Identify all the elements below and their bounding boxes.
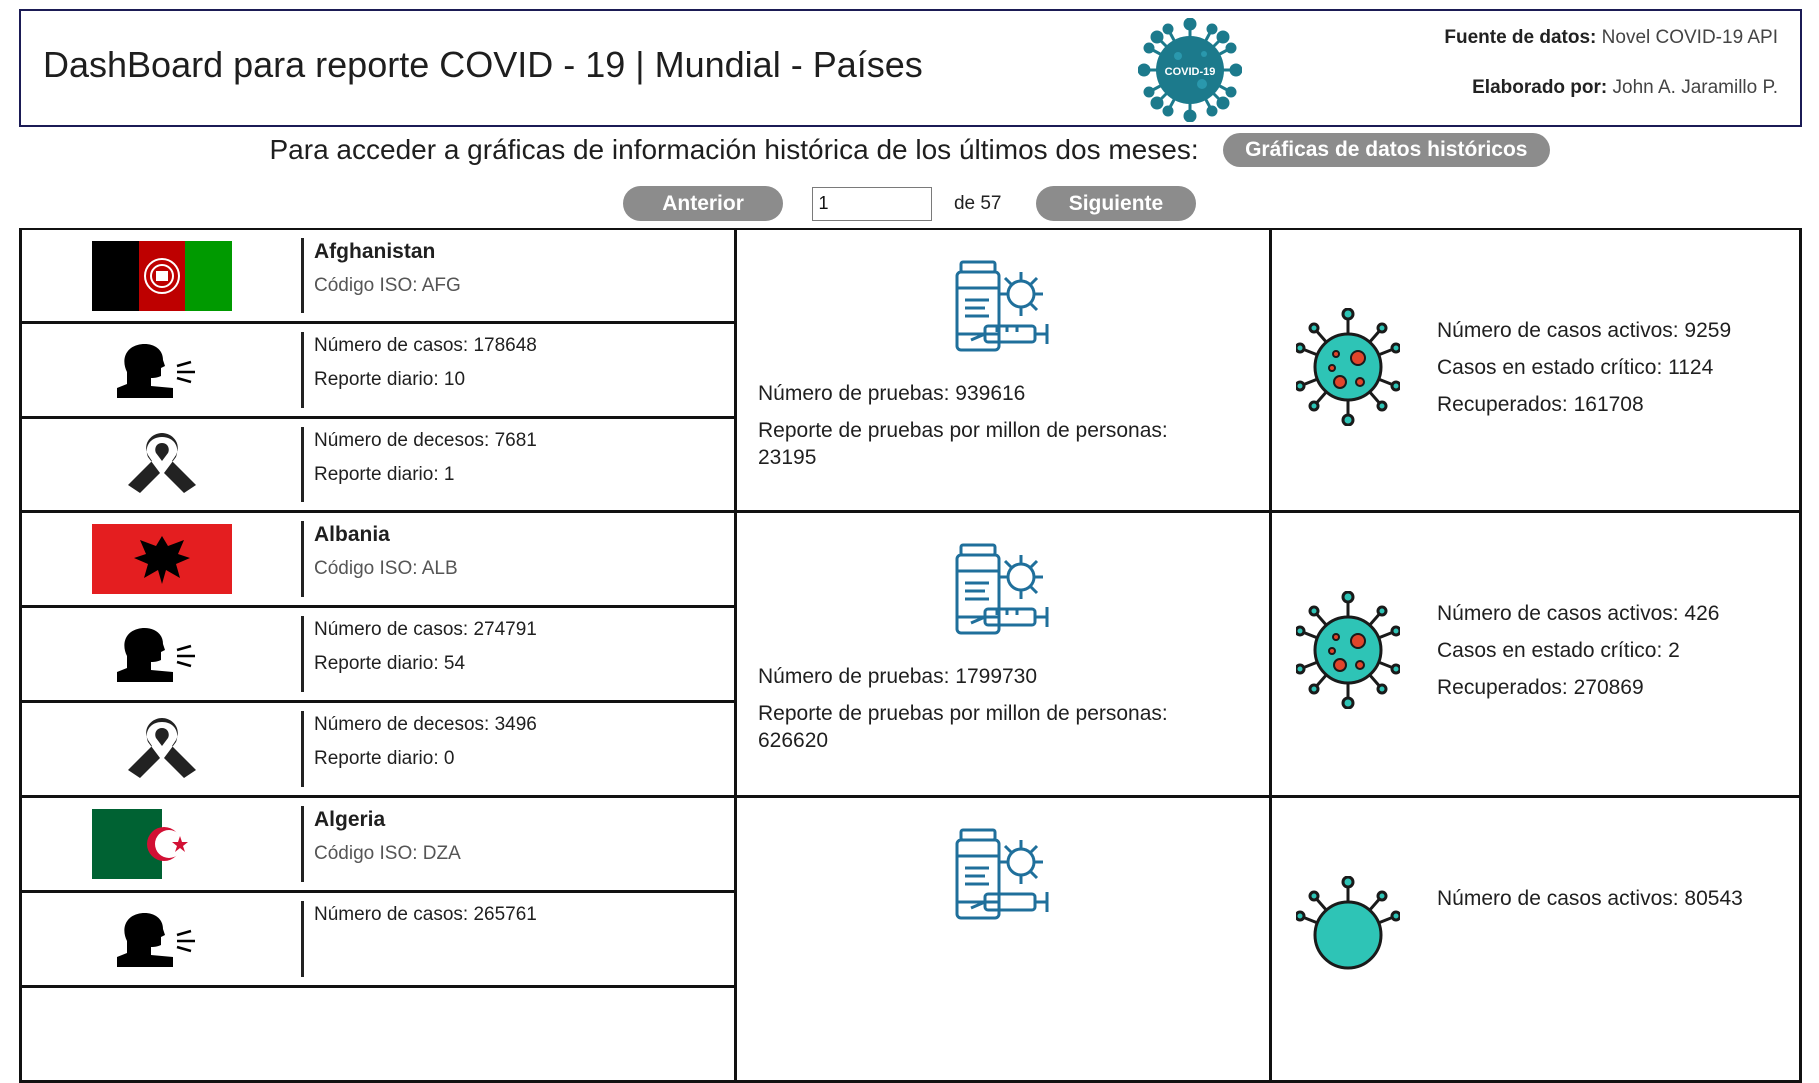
- country-card: [19, 228, 1802, 513]
- vaccine-vial-icon: [955, 541, 1051, 637]
- tests-per-million-value: 626620: [758, 729, 829, 752]
- tests-column: [737, 230, 1272, 510]
- cases-total: Número de casos: 178648: [314, 335, 537, 357]
- cases-total: Número de casos: 265761: [314, 904, 537, 925]
- tests-per-million-label: Reporte de pruebas por millon de personas:: [758, 419, 1168, 442]
- country-info-column: [22, 513, 737, 795]
- deaths-cell: [22, 419, 734, 510]
- page-count: de 57: [953, 192, 1002, 214]
- deaths-cell: [22, 703, 734, 795]
- country-info-column: [22, 798, 737, 1080]
- country-name: Afghanistan: [314, 240, 436, 263]
- active-cases: Número de casos activos: 426: [1437, 602, 1720, 625]
- covid-logo-icon: [1138, 18, 1242, 122]
- country-card: [19, 798, 1802, 1083]
- country-list: [19, 228, 1802, 928]
- flag-albania-icon: [92, 524, 232, 594]
- recovered-cases: Recuperados: 270869: [1437, 676, 1644, 699]
- country-info-column: [22, 230, 737, 510]
- data-source: [1444, 27, 1778, 49]
- country-iso: Código ISO: DZA: [314, 843, 461, 864]
- recovered-cases: Recuperados: 161708: [1437, 393, 1644, 416]
- active-cases: Número de casos activos: 9259: [1437, 319, 1732, 342]
- coughing-person-icon: [117, 626, 207, 682]
- cases-daily: Reporte diario: 54: [314, 653, 466, 674]
- virus-icon: [1296, 308, 1400, 426]
- tests-total: Número de pruebas: 939616: [758, 382, 1026, 405]
- country-name: Albania: [314, 523, 390, 546]
- mourning-ribbon-icon: [126, 433, 198, 495]
- previous-page-button[interactable]: Anterior: [623, 186, 783, 221]
- country-iso: Código ISO: ALB: [314, 558, 458, 579]
- cases-total: Número de casos: 274791: [314, 619, 537, 640]
- author: [1472, 77, 1778, 99]
- page-number-input[interactable]: [812, 187, 932, 221]
- country-identity-cell: [22, 230, 734, 324]
- country-identity-cell: [22, 513, 734, 608]
- country-card: [19, 513, 1802, 798]
- flag-algeria-icon: [92, 809, 232, 879]
- tests-column: [737, 513, 1272, 795]
- country-name: Algeria: [314, 808, 386, 831]
- vaccine-vial-icon: [955, 258, 1051, 354]
- cases-cell: [22, 608, 734, 703]
- tests-total: Número de pruebas: 1799730: [758, 665, 1038, 688]
- deaths-total: Número de decesos: 3496: [314, 714, 537, 735]
- country-iso: Código ISO: AFG: [314, 275, 461, 296]
- active-cases: Número de casos activos: 80543: [1437, 887, 1743, 910]
- coughing-person-icon: [117, 342, 207, 398]
- active-cases-column: [1272, 513, 1799, 795]
- coughing-person-icon: [117, 911, 207, 967]
- history-row: [0, 133, 1819, 173]
- mourning-ribbon-icon: [126, 718, 198, 780]
- country-identity-cell: [22, 798, 734, 893]
- author-label: Elaborado por:: [1472, 77, 1608, 98]
- active-cases-column: [1272, 230, 1799, 510]
- flag-afghanistan-icon: [92, 241, 232, 311]
- pagination: [0, 186, 1819, 224]
- header-panel: [19, 9, 1802, 127]
- tests-per-million-value: 23195: [758, 446, 817, 469]
- active-cases-column: [1272, 798, 1799, 1080]
- logo-text: COVID-19: [1164, 66, 1216, 78]
- next-page-button[interactable]: Siguiente: [1036, 186, 1196, 221]
- deaths-total: Número de decesos: 7681: [314, 429, 537, 451]
- cases-daily: Reporte diario: 10: [314, 369, 466, 391]
- tests-per-million-label: Reporte de pruebas por millon de personas:: [758, 702, 1168, 725]
- virus-icon: [1296, 876, 1400, 994]
- critical-cases: Casos en estado crítico: 2: [1437, 639, 1680, 662]
- history-charts-button[interactable]: Gráficas de datos históricos: [1223, 133, 1549, 167]
- tests-column: [737, 798, 1272, 1080]
- vaccine-vial-icon: [955, 826, 1051, 922]
- history-text: Para acceder a gráficas de información histórica de los últimos dos meses:: [269, 134, 1199, 165]
- data-source-value: Novel COVID-19 API: [1601, 27, 1778, 48]
- deaths-daily: Reporte diario: 1: [314, 463, 455, 485]
- critical-cases: Casos en estado crítico: 1124: [1437, 356, 1714, 379]
- data-source-label: Fuente de datos:: [1444, 27, 1597, 48]
- virus-icon: [1296, 591, 1400, 709]
- page-title: DashBoard para reporte COVID - 19 | Mundial - Países: [43, 44, 923, 85]
- deaths-cell: [22, 988, 734, 1080]
- author-value: John A. Jaramillo P.: [1612, 77, 1778, 98]
- deaths-daily: Reporte diario: 0: [314, 748, 455, 769]
- cases-cell: [22, 324, 734, 418]
- cases-cell: [22, 893, 734, 988]
